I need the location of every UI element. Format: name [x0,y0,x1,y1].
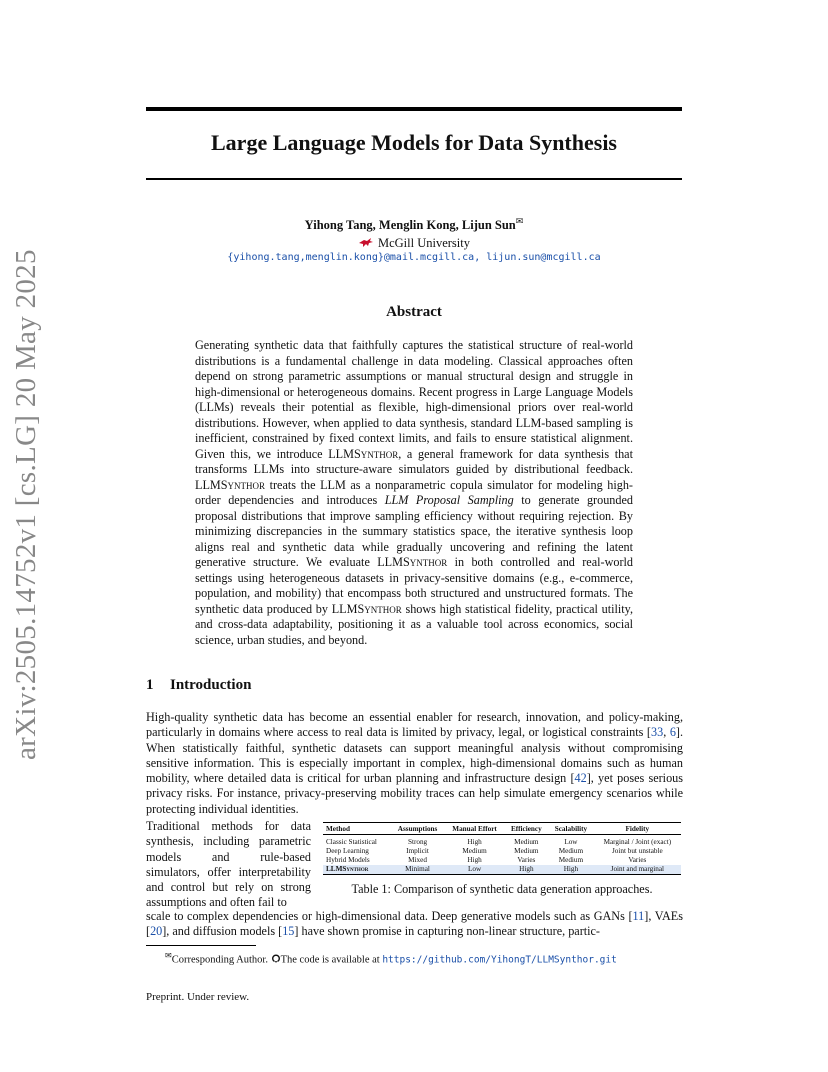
paragraph-text: ] have shown promise in capturing non-linear structure, partic- [294,924,600,939]
table-header: Manual Effort [445,823,505,835]
method-name: LLMSynthor [377,555,448,569]
comparison-table [323,822,681,875]
citation-link[interactable]: 33 [651,725,664,740]
envelope-icon: ✉ [165,951,172,960]
table-cell: High [467,838,482,846]
paragraph-text: High-quality synthetic data has become an essential enabler for research, innovation, and policy-making, particularly in domains where access to real data is limited by privacy, legal, or logistical constraints [ [146,710,683,740]
table-cell: High [467,856,482,864]
affiliation [146,236,682,251]
method-name: LLMSynthor [328,446,399,461]
abstract-heading: Abstract [386,304,442,320]
table-row [323,847,681,856]
footnote-text: Corresponding Author. [171,954,271,966]
intro-paragraph-2-continued [146,909,683,940]
abstract-emphasis: LLM Proposal Sampling [384,493,514,507]
paragraph-text: , [663,725,670,740]
citation-link[interactable]: 42 [574,771,587,786]
intro-paragraph-2: Traditional methods for data synthesis, including parametric models and rule-based simulators, offer interpretability and control but rely on strong assumptions and often fail to [146,819,311,910]
table-cell: Medium [462,847,487,855]
method-name: LLMSynthor [195,477,266,492]
paragraph-text: ], yet poses serious privacy risks. For instance, privacy-preserving mobility traces can help simulate emergency scenarios while protecting individual identities. [146,771,683,816]
footnote-rule [146,945,256,946]
section-heading [146,677,251,694]
table-cell: Low [564,838,578,846]
footnote-text: The code is available at [280,954,383,966]
paragraph-text: ], VAEs [ [146,909,683,939]
preprint-notice: Preprint. Under review. [146,991,250,1003]
abstract-text: to generate grounded proposal distributions that improve sampling efficiency without requiring rejection. By minimizing discrepancies in the summary statistics space, the iterative synthesis loop aligns real and synthetic data while gradually uncovering and refining the latent generative structure. We evaluate [195,493,633,569]
code-url-link[interactable]: https://github.com/YihongT/LLMSynthor.git [382,954,617,966]
arxiv-identifier: arXiv:2505.14752v1 [cs.LG] 20 May 2025 [10,249,42,760]
abstract-text: treats the LLM as a nonparametric copula simulator for modeling high-order dependencies and introduces [195,477,633,507]
table-caption: Table 1: Comparison of synthetic data generation approaches. [351,882,653,896]
citation-link[interactable]: 15 [282,924,295,939]
title-rule-top [146,107,682,111]
table-cell: Joint but unstable [611,847,663,855]
table-cell: Hybrid Models [326,856,370,864]
table-cell: Joint and marginal [594,865,681,875]
table-cell: Classic Statistical [326,838,377,846]
table-header: Assumptions [391,823,445,835]
abstract-body [195,338,633,648]
table-cell: Minimal [391,865,445,875]
authors-text: Yihong Tang, Menglin Kong, Lijun Sun [304,218,516,233]
footnote [165,951,617,966]
table-cell: Varies [628,856,647,864]
abstract-text: Generating synthetic data that faithfully captures the statistical structure of real-world distributions is a fundamental challenge in data modeling. Classical approaches often depend on strong parametric assumptions or manual structural design and struggle in high-dimensional or heterogeneous domains. Recent progress in Large Language Models (LLMs) reveals their potential as flexible, high-dimensional priors over real-world distributions. However, when applied to data synthesis, standard LLM-based sampling is inefficient, constrained by fixed context limits, and fails to ensure statistical alignment. Given this, we introduce [195,338,633,461]
table-cell: Medium [514,847,539,855]
table-header-row [323,823,681,835]
table-cell: Medium [514,838,539,846]
method-name: LLMSynthor [331,601,402,616]
table-header: Method [323,823,391,835]
table-cell: Deep Learning [326,847,369,855]
github-icon [271,954,281,964]
table-cell: Marginal / Joint (exact) [603,838,672,846]
abstract-text: shows high statistical fidelity, practical utility, and cross-data adaptability, positioning it as a valuable tool across economics, social science, urban studies, and beyond. [195,601,633,647]
author-emails[interactable]: {yihong.tang,menglin.kong}@mail.mcgill.ca, lijun.sun@mcgill.ca [227,252,601,263]
table-row [323,856,681,865]
mcgill-martlet-icon [358,237,374,248]
table-header: Fidelity [594,823,681,835]
section-number: 1 [146,677,154,693]
abstract-text: in both controlled and real-world settings using heterogeneous datasets in privacy-sensitive domains (e.g., e-commerce, population, and mobility) that encompass both structured and unstructured formats. The synthetic data produced by [195,555,634,616]
table-cell: LLMSynthor [323,865,391,875]
abstract-text: , a general framework for data synthesis that transforms LLMs into structure-aware simulators guided by distributional feedback. [195,446,633,476]
table-cell: Medium [558,847,584,855]
paragraph-text: ]. When statistically faithful, synthetic datasets can support meaningful analysis without compromising sensitive information. This is especially important in complex, high-dimensional domains such as human mobility, where detailed data is critical for urban planning and infrastructure design [ [146,725,684,786]
table-cell: Mixed [408,856,427,864]
citation-link[interactable]: 6 [669,725,676,740]
table-cell: Strong [407,838,428,846]
table-row-highlighted [323,865,681,875]
paper-title: Large Language Models for Data Synthesis [211,130,617,155]
table-cell: High [505,865,549,875]
affiliation-name: McGill University [377,236,470,250]
table-header: Scalability [548,823,594,835]
table-cell: Low [445,865,505,875]
intro-paragraph-1 [146,710,683,817]
title-rule-bottom [146,178,682,180]
table-header: Efficiency [505,823,549,835]
table-cell: Varies [517,856,536,864]
author-list [146,216,682,233]
table-cell: High [548,865,594,875]
citation-link[interactable]: 20 [150,924,163,939]
table-cell: Medium [558,856,584,864]
paragraph-text: ], and diffusion models [ [162,924,283,939]
envelope-icon: ✉ [515,216,524,226]
paragraph-text: scale to complex dependencies or high-dimensional data. Deep generative models such as GANs [ [146,909,633,923]
table-cell: Implicit [406,847,429,855]
section-title: Introduction [170,677,252,693]
table-row [323,835,681,848]
citation-link[interactable]: 11 [632,909,645,923]
